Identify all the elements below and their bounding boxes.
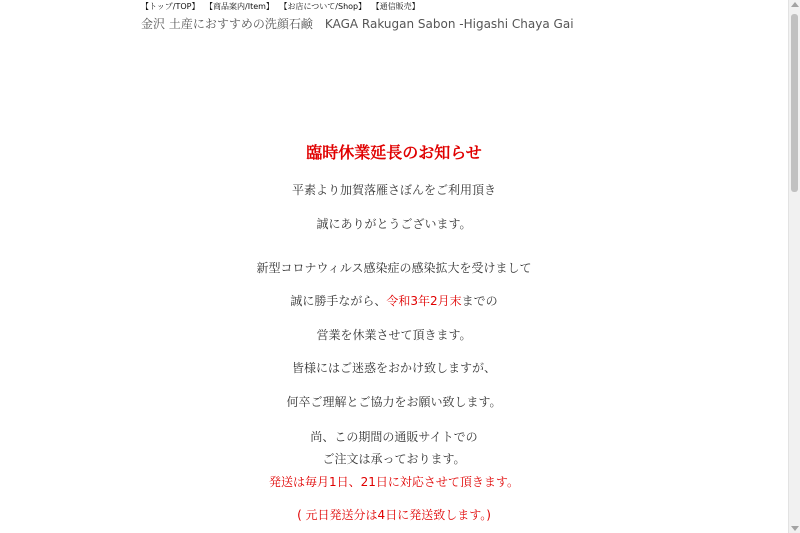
nav-link-top[interactable]: 【トップ/TOP】 bbox=[141, 2, 200, 11]
notice-line-7: 何卒ご理解とご協力をお願い致します。 bbox=[286, 395, 502, 409]
notice-line-4 bbox=[194, 292, 594, 309]
notice-line-8: 尚、この期間の通販サイトでの bbox=[310, 430, 478, 444]
notice-line-2: 誠にありがとうございます。 bbox=[316, 217, 472, 231]
scrollbar-thumb[interactable] bbox=[791, 14, 798, 192]
nav-link-shop[interactable]: 【お店について/Shop】 bbox=[279, 2, 367, 11]
notice-line-9: ご注文は承っております。 bbox=[322, 452, 466, 466]
notice-title: 臨時休業延長のお知らせ bbox=[306, 143, 482, 162]
site-tagline: 金沢 土産におすすめの洗顔石鹸 KAGA Rakugan Sabon -Higashi Chaya Gai bbox=[141, 17, 574, 31]
notice-line-4-prefix: 誠に勝手ながら、 bbox=[290, 294, 387, 308]
notice-line-3: 新型コロナウィルス感染症の感染拡大を受けまして bbox=[256, 261, 532, 275]
notice-line-6: 皆様にはご迷惑をおかけ致しますが、 bbox=[291, 361, 496, 375]
new-year-shipping-notice: ( 元日発送分は4日に発送致します。) bbox=[297, 508, 491, 522]
closure-end-date: 令和3年2月末 bbox=[386, 294, 462, 308]
shipping-notice: 発送は毎月1日、21日に対応させて頂きます。 bbox=[269, 475, 519, 489]
nav-link-item[interactable]: 【商品案内/Item】 bbox=[205, 2, 274, 11]
vertical-scrollbar[interactable] bbox=[788, 0, 800, 533]
notice-line-5: 営業を休業させて頂きます。 bbox=[316, 328, 472, 342]
notice-line-1: 平素より加賀落雁さぼんをご利用頂き bbox=[291, 183, 496, 197]
notice-line-4-suffix: までの bbox=[461, 294, 498, 308]
scroll-up-arrow-icon[interactable] bbox=[791, 2, 799, 7]
nav-link-mail-order[interactable]: 【通信販売】 bbox=[371, 2, 420, 11]
top-navigation bbox=[141, 1, 423, 12]
scroll-down-arrow-icon[interactable] bbox=[791, 526, 799, 531]
